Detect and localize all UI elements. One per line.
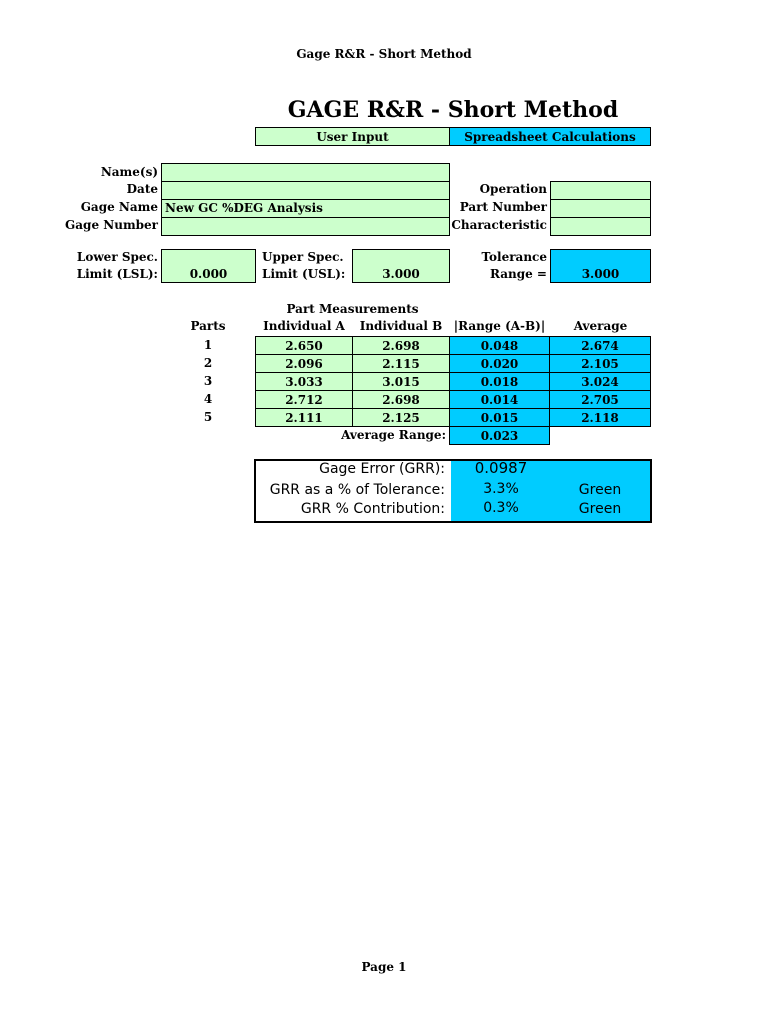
page-footer: Page 1 (361, 960, 407, 974)
lsl-label-line1: Lower Spec. (76, 250, 158, 264)
legend-spreadsheet-calculations: Spreadsheet Calculations (449, 127, 651, 146)
average-range-label: Average Range: (341, 428, 446, 442)
part-number-field[interactable] (550, 199, 651, 218)
sheet-title: GAGE R&R - Short Method (287, 97, 619, 123)
gage-name-label: Gage Name (80, 200, 158, 214)
individual-b-cell[interactable]: 3.015 (352, 372, 450, 391)
date-label: Date (126, 182, 158, 196)
gage-name-field[interactable]: New GC %DEG Analysis (161, 199, 450, 218)
individual-a-cell[interactable]: 2.650 (255, 336, 353, 355)
characteristic-field[interactable] (550, 217, 651, 236)
part-number: 2 (203, 356, 213, 370)
range-cell: 0.018 (449, 372, 550, 391)
average-cell: 2.118 (549, 408, 651, 427)
individual-b-cell[interactable]: 2.698 (352, 336, 450, 355)
range-cell: 0.014 (449, 390, 550, 409)
col-individual-a: Individual A (263, 319, 345, 333)
col-average: Average (573, 319, 628, 333)
average-cell: 2.105 (549, 354, 651, 373)
operation-label: Operation (479, 182, 547, 196)
usl-field[interactable] (352, 249, 450, 283)
grr-value: 0.0987 (474, 459, 528, 477)
date-field[interactable] (161, 181, 450, 200)
average-range-value: 0.023 (449, 426, 550, 445)
characteristic-label: Characteristic (451, 218, 547, 232)
individual-a-cell[interactable]: 2.111 (255, 408, 353, 427)
usl-label-line2: Limit (USL): (262, 267, 346, 281)
grr-contribution-label: GRR % Contribution: (300, 501, 445, 517)
range-cell: 0.048 (449, 336, 550, 355)
gage-number-field[interactable] (161, 217, 450, 236)
usl-value: 3.000 (382, 267, 420, 281)
part-number-label: Part Number (459, 200, 547, 214)
individual-a-cell[interactable]: 2.712 (255, 390, 353, 409)
grr-contribution-status: Green (578, 501, 622, 517)
range-cell: 0.015 (449, 408, 550, 427)
average-cell: 3.024 (549, 372, 651, 391)
col-range: |Range (A-B)| (453, 319, 546, 333)
operation-field[interactable] (550, 181, 651, 200)
grr-tolerance-value: 3.3% (483, 481, 519, 497)
grr-tolerance-label: GRR as a % of Tolerance: (269, 482, 445, 498)
names-label: Name(s) (100, 165, 158, 179)
col-individual-b: Individual B (359, 319, 443, 333)
individual-b-cell[interactable]: 2.125 (352, 408, 450, 427)
range-cell: 0.020 (449, 354, 550, 373)
part-number: 3 (203, 374, 213, 388)
tolerance-label-line2: Range = (489, 267, 547, 281)
part-number: 5 (203, 410, 213, 424)
lsl-value: 0.000 (189, 267, 228, 281)
part-number: 1 (203, 338, 213, 352)
tolerance-range-cell (550, 249, 651, 283)
grr-tolerance-status: Green (578, 482, 622, 498)
gage-number-label: Gage Number (65, 218, 158, 232)
lsl-field[interactable] (161, 249, 256, 283)
col-parts: Parts (190, 319, 226, 333)
lsl-label-line2: Limit (LSL): (76, 267, 158, 281)
part-number: 4 (203, 392, 213, 406)
part-measurements-header: Part Measurements (286, 302, 419, 316)
legend-user-input: User Input (255, 127, 450, 146)
tolerance-label-line1: Tolerance (481, 250, 547, 264)
average-cell: 2.705 (549, 390, 651, 409)
names-field[interactable] (161, 163, 450, 182)
individual-a-cell[interactable]: 2.096 (255, 354, 353, 373)
page-header: Gage R&R - Short Method (296, 47, 472, 61)
individual-b-cell[interactable]: 2.115 (352, 354, 450, 373)
grr-label: Gage Error (GRR): (319, 461, 445, 477)
individual-a-cell[interactable]: 3.033 (255, 372, 353, 391)
tolerance-range-value: 3.000 (581, 267, 620, 281)
usl-label-line1: Upper Spec. (262, 250, 344, 264)
individual-b-cell[interactable]: 2.698 (352, 390, 450, 409)
average-cell: 2.674 (549, 336, 651, 355)
grr-contribution-value: 0.3% (483, 500, 519, 516)
